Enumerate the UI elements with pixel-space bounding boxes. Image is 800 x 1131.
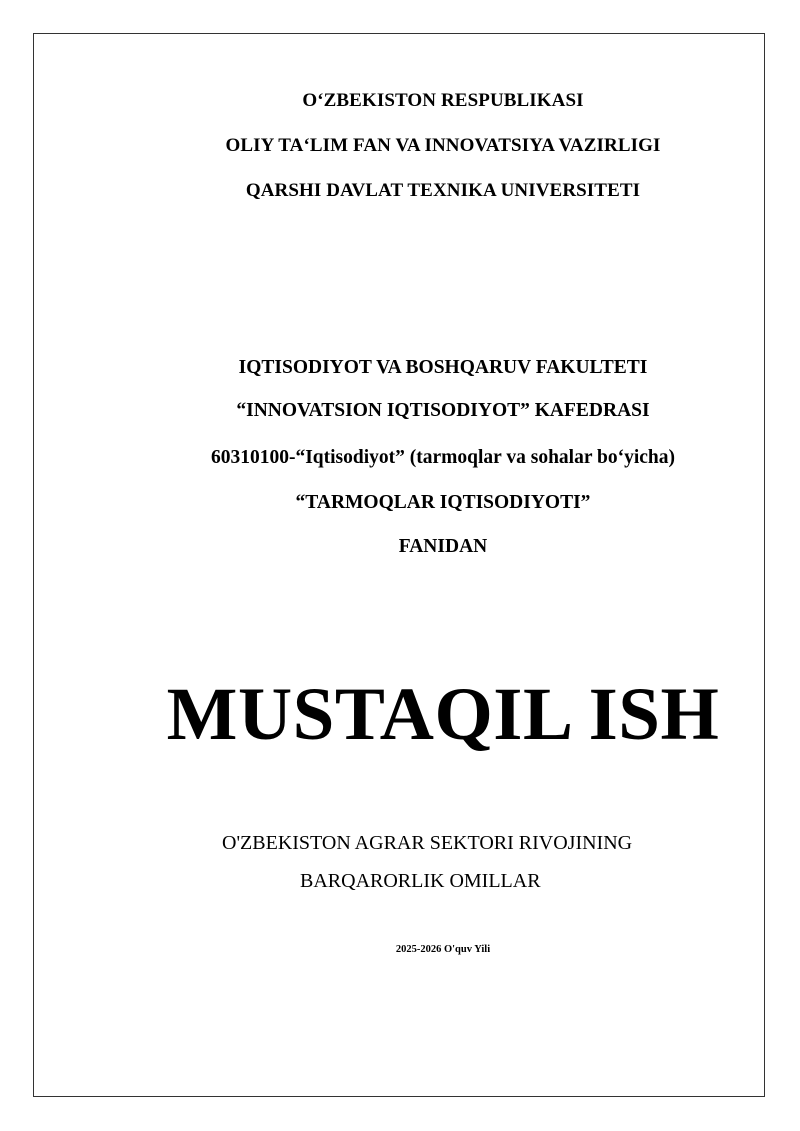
fanidan-label: FANIDAN	[398, 536, 488, 557]
faculty-name: IQTISODIYOT VA BOSHQARUV FAKULTETI	[238, 357, 648, 378]
topic-line-1: O'ZBEKISTON AGRAR SEKTORI RIVOJINING	[222, 832, 633, 854]
university-heading: QARSHI DAVLAT TEXNIKA UNIVERSITETI	[245, 180, 641, 201]
country-heading: O‘ZBEKISTON RESPUBLIKASI	[302, 90, 584, 111]
document-title: MUSTAQIL ISH	[166, 673, 720, 756]
kafedra-name: “INNOVATSION IQTISODIYOT” KAFEDRASI	[236, 400, 650, 421]
ministry-heading: OLIY TA‘LIM FAN VA INNOVATSIYA VAZIRLIGI	[225, 135, 661, 156]
specialty-name: 60310100-“Iqtisodiyot” (tarmoqlar va sohalar bo‘yicha)	[210, 447, 676, 468]
academic-year: 2025-2026 O'quv Yili	[395, 944, 491, 955]
subject-name: “TARMOQLAR IQTISODIYOTI”	[295, 492, 591, 513]
topic-line-2: BARQARORLIK OMILLAR	[300, 870, 541, 892]
